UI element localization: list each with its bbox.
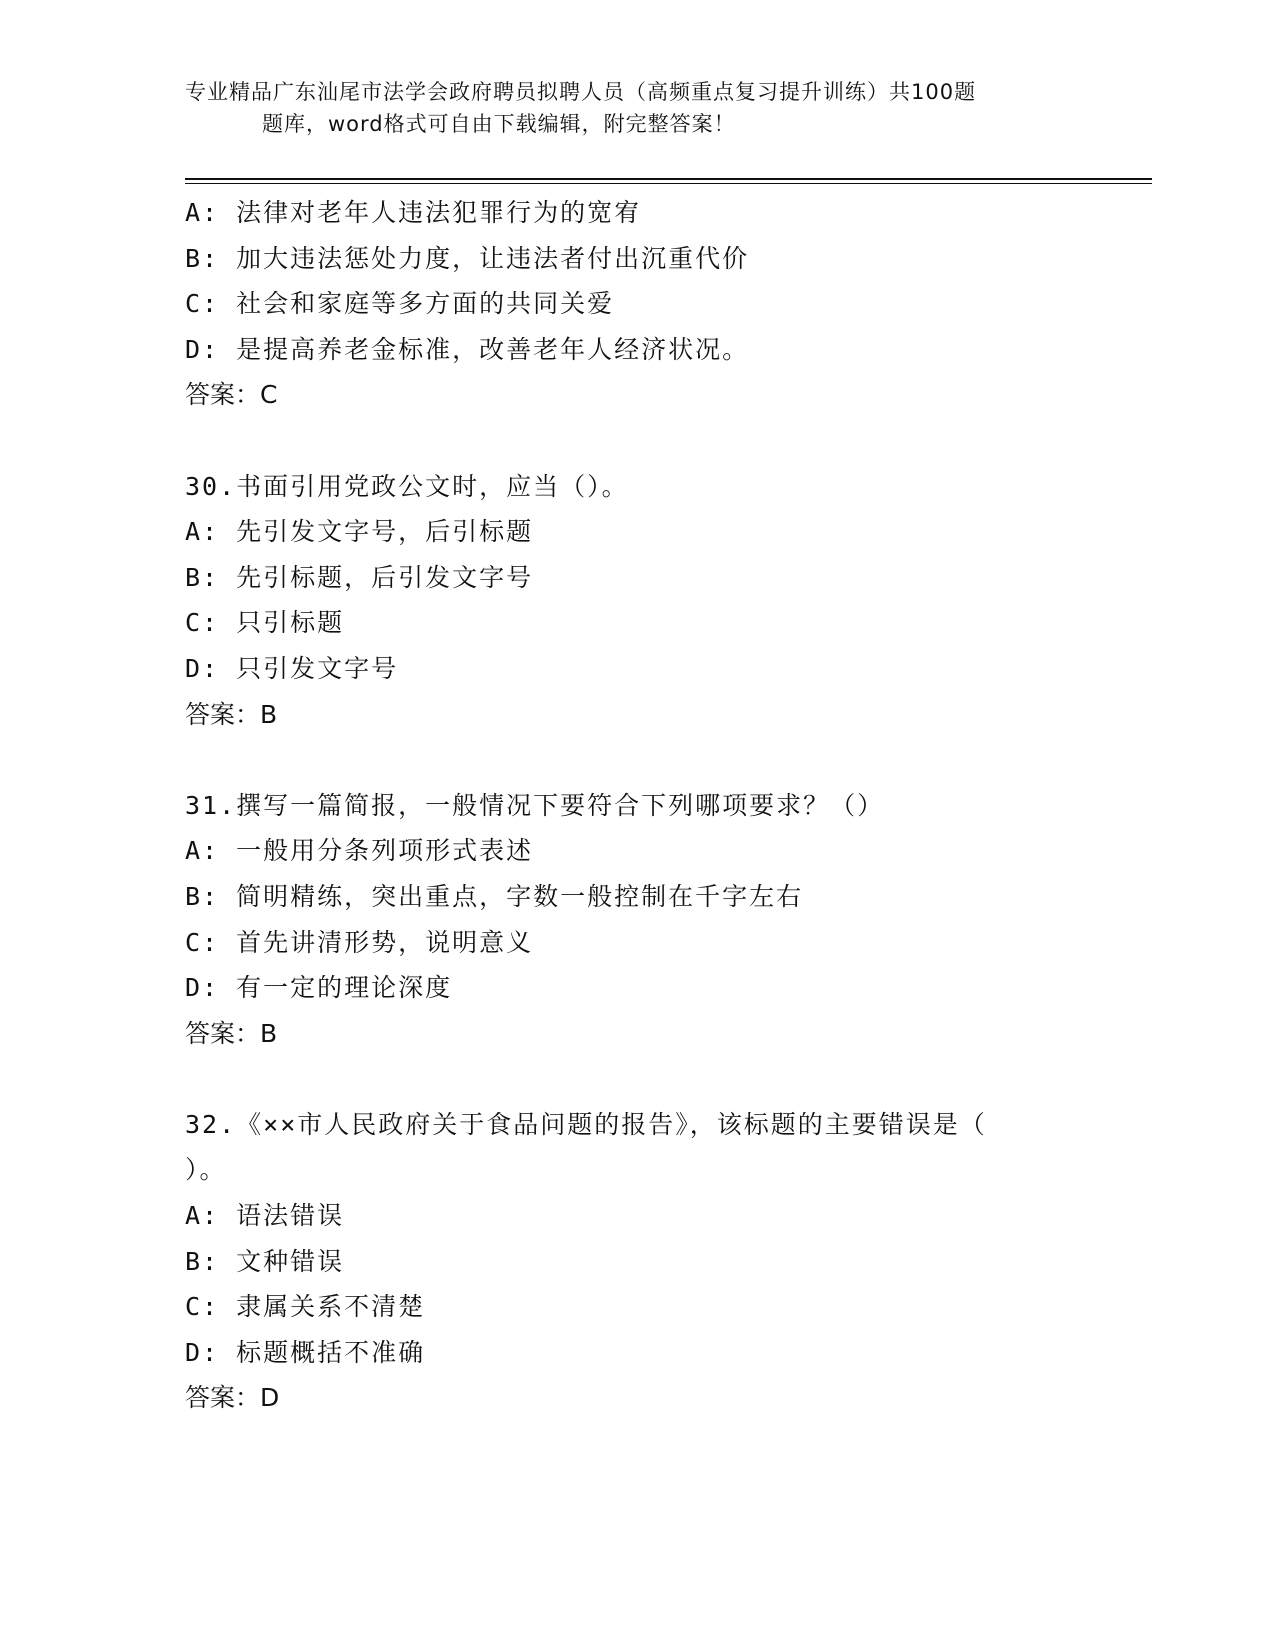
option-c: C: 社会和家庭等多方面的共同关爱 — [185, 289, 615, 319]
spacer — [185, 1056, 1145, 1102]
option-b: B: 先引标题，后引发文字号 — [185, 562, 534, 592]
option-a: A: 法律对老年人违法犯罪行为的宽宥 — [185, 198, 642, 227]
question-stem-line-1: 32.《××市人民政府关于食品问题的报告》，该标题的主要错误是（ — [185, 1109, 987, 1139]
spacer — [185, 418, 1145, 464]
option-b: B: 简明精练，突出重点，字数一般控制在千字左右 — [185, 881, 804, 911]
spacer — [185, 737, 1145, 783]
question-stem-line-2: ）。 — [185, 1155, 227, 1185]
option-c: C: 首先讲清形势，说明意义 — [185, 927, 534, 957]
option-d: D: 只引发文字号 — [185, 653, 399, 683]
option-a: A: 一般用分条列项形式表述 — [185, 836, 534, 866]
option-a: A: 语法错误 — [185, 1201, 345, 1231]
question-32 — [185, 1102, 1145, 1421]
header-title-line-2: 题库，word格式可自由下载编辑，附完整答案！ — [262, 112, 736, 136]
header-title-line-1: 专业精品广东汕尾市法学会政府聘员拟聘人员（高频重点复习提升训练）共100题 — [185, 80, 977, 104]
option-d: D: 标题概括不准确 — [185, 1337, 426, 1367]
option-b: B: 加大违法惩处力度，让违法者付出沉重代价 — [185, 243, 750, 273]
option-c: C: 只引标题 — [185, 608, 345, 638]
question-29 — [185, 190, 1145, 418]
question-list — [185, 190, 1145, 1421]
question-stem: 30.书面引用党政公文时，应当（）。 — [185, 471, 629, 501]
option-d: D: 是提高养老金标准，改善老年人经济状况。 — [185, 334, 750, 364]
answer: 答案：B — [185, 699, 278, 729]
option-c: C: 隶属关系不清楚 — [185, 1292, 426, 1322]
header-divider-thin — [185, 183, 1152, 184]
answer: 答案：B — [185, 1018, 278, 1048]
question-30 — [185, 464, 1145, 738]
option-d: D: 有一定的理论深度 — [185, 973, 453, 1003]
document-header — [185, 76, 1085, 140]
header-divider-thick — [185, 178, 1152, 180]
answer: 答案：C — [185, 380, 278, 410]
option-a: A: 先引发文字号，后引标题 — [185, 517, 534, 547]
question-stem: 31.撰写一篇简报，一般情况下要符合下列哪项要求？（） — [185, 790, 885, 820]
answer: 答案：D — [185, 1383, 280, 1413]
option-b: B: 文种错误 — [185, 1246, 345, 1276]
question-31 — [185, 783, 1145, 1057]
